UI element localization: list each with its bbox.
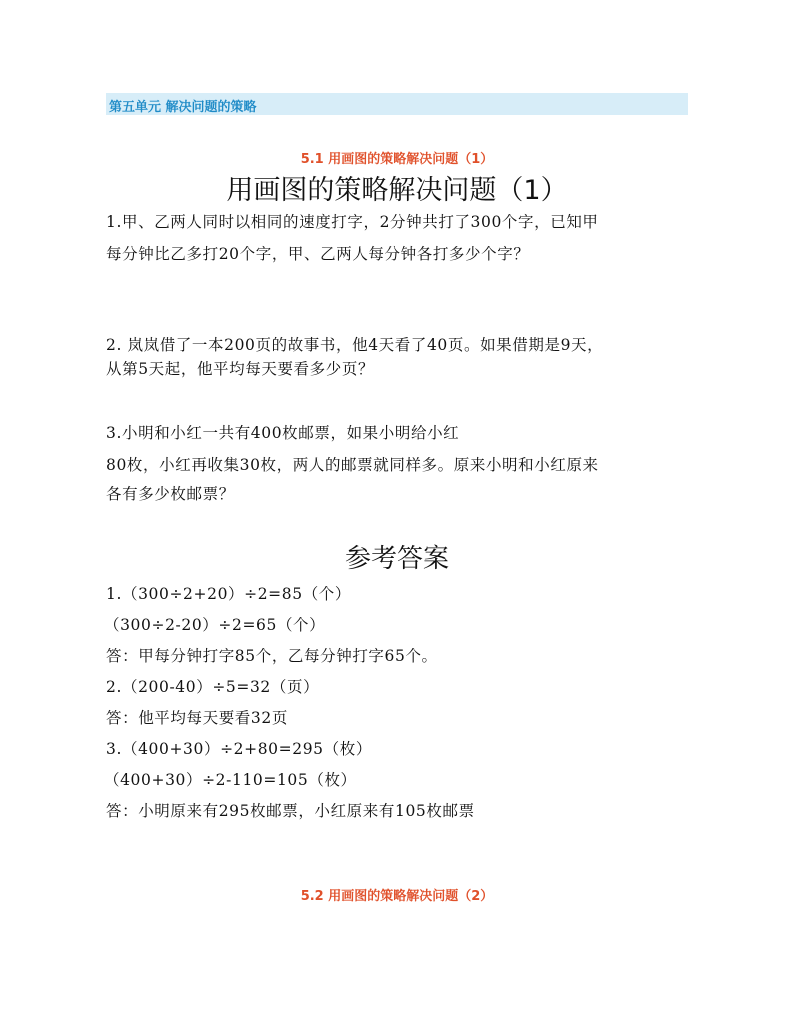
- unit-header-bar: [106, 93, 688, 115]
- question-2-line-1: 2. 岚岚借了一本200页的故事书，他4天看了40页。如果借期是9天，: [106, 336, 604, 354]
- answer-line-7: （400+30）÷2-110=105（枚）: [104, 771, 357, 789]
- answer-line-4: 2.（200-40）÷5=32（页）: [106, 678, 320, 696]
- answer-line-8: 答：小明原来有295枚邮票，小红原来有105枚邮票: [106, 802, 475, 820]
- section-heading-5-2: 5.2 用画图的策略解决问题（2）: [300, 889, 494, 904]
- question-3-line-3: 各有多少枚邮票？: [106, 485, 235, 503]
- unit-header: 第五单元 解决问题的策略: [109, 100, 257, 115]
- section-heading-5-1: 5.1 用画图的策略解决问题（1）: [300, 152, 494, 167]
- question-1-line-1: 1.甲、乙两人同时以相同的速度打字，2分钟共打了300个字，已知甲: [106, 213, 599, 231]
- answer-line-6: 3.（400+30）÷2+80=295（枚）: [106, 740, 372, 758]
- question-3-line-2: 80枚，小红再收集30枚，两人的邮票就同样多。原来小明和小红原来: [106, 456, 599, 474]
- question-1-line-2: 每分钟比乙多打20个字，甲、乙两人每分钟各打多少个字？: [106, 245, 530, 263]
- answer-line-3: 答：甲每分钟打字85个，乙每分钟打字65个。: [106, 647, 438, 665]
- answer-line-1: 1.（300÷2+20）÷2=85（个）: [106, 585, 351, 603]
- answers-title: 参考答案: [344, 544, 449, 574]
- answer-line-5: 答：他平均每天要看32页: [106, 709, 288, 727]
- main-title: 用画图的策略解决问题（1）: [226, 175, 568, 206]
- question-3-line-1: 3.小明和小红一共有400枚邮票，如果小明给小红: [106, 424, 460, 442]
- question-2-line-2: 从第5天起，他平均每天要看多少页？: [106, 360, 375, 378]
- answer-line-2: （300÷2-20）÷2=65（个）: [104, 616, 326, 634]
